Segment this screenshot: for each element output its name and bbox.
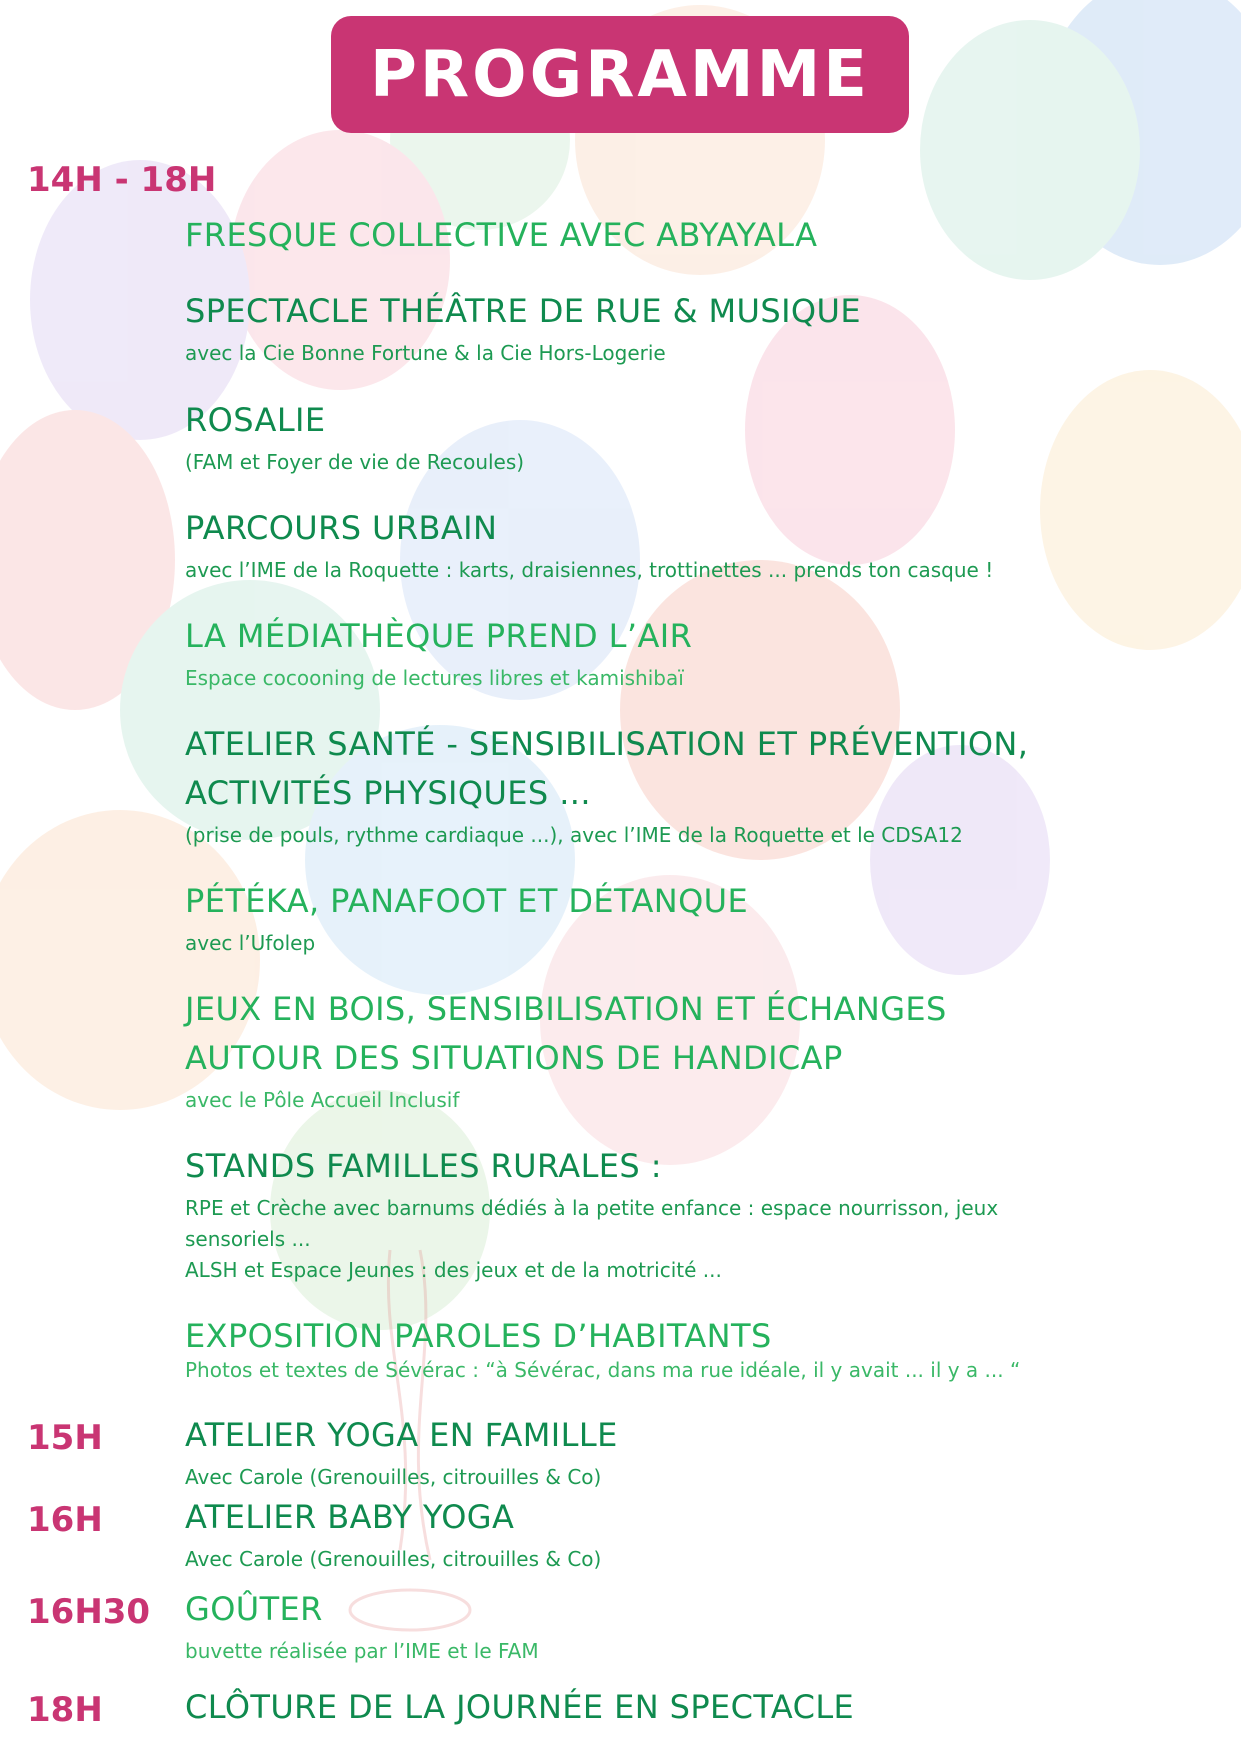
entry-title-line-2: ACTIVITÉS PHYSIQUES ... <box>185 774 591 812</box>
entry-title: FRESQUE COLLECTIVE AVEC ABYAYALA <box>185 216 818 254</box>
entry-exposition <box>185 1312 1195 1386</box>
entry-title: ROSALIE <box>185 401 326 439</box>
entry-subtitle: avec l’IME de la Roquette : karts, draisiennes, trottinettes ... prends ton casque ! <box>185 558 994 582</box>
entry-parcours <box>185 504 1195 586</box>
entry-subtitle-line-1: RPE et Crèche avec barnums dédiés à la petite enfance : espace nourrisson, jeux <box>185 1196 999 1220</box>
programme-header <box>331 16 909 133</box>
entry-subtitle: Photos et textes de Sévérac : “à Sévérac, dans ma rue idéale, il y avait ... il y a ... “ <box>185 1358 1021 1382</box>
entry-subtitle: avec la Cie Bonne Fortune & la Cie Hors-Logerie <box>185 341 666 365</box>
time-label-15h: 15H <box>27 1418 103 1458</box>
entry-sante <box>185 720 1195 851</box>
entry-fresque <box>185 211 1195 260</box>
entry-title: GOÛTER <box>185 1590 323 1628</box>
entry-title: EXPOSITION PAROLES D’HABITANTS <box>185 1317 772 1355</box>
entry-subtitle: (prise de pouls, rythme cardiaque ...), avec l’IME de la Roquette et le CDSA12 <box>185 823 963 847</box>
time-label-18h: 18H <box>27 1690 103 1730</box>
entry-subtitle: buvette réalisée par l’IME et le FAM <box>185 1639 539 1663</box>
entry-title-line-2: AUTOUR DES SITUATIONS DE HANDICAP <box>185 1039 843 1077</box>
entry-subtitle: avec l’Ufolep <box>185 931 316 955</box>
entry-mediatheque <box>185 612 1195 694</box>
entry-rosalie <box>185 396 1195 478</box>
entry-title-line-1: JEUX EN BOIS, SENSIBILISATION ET ÉCHANGES <box>185 990 947 1028</box>
time-label-16h30: 16H30 <box>27 1592 151 1632</box>
entry-subtitle: Espace cocooning de lectures libres et kamishibaï <box>185 666 684 690</box>
entry-subtitle-line-3: ALSH et Espace Jeunes : des jeux et de la motricité ... <box>185 1258 722 1282</box>
entry-title: CLÔTURE DE LA JOURNÉE EN SPECTACLE <box>185 1688 855 1726</box>
entry-subtitle: Avec Carole (Grenouilles, citrouilles & Co) <box>185 1547 602 1571</box>
entry-subtitle: (FAM et Foyer de vie de Recoules) <box>185 450 525 474</box>
entry-subtitle-line-2: sensoriels ... <box>185 1227 311 1251</box>
entry-title: PÉTÉKA, PANAFOOT ET DÉTANQUE <box>185 882 749 920</box>
entry-title-line-1: ATELIER SANTÉ - SENSIBILISATION ET PRÉVENTION, <box>185 725 1029 763</box>
page-title: PROGRAMME <box>369 37 871 112</box>
entry-gouter <box>185 1585 1195 1667</box>
entry-stands <box>185 1142 1195 1286</box>
entry-yoga <box>185 1411 1195 1493</box>
entry-title: ATELIER YOGA EN FAMILLE <box>185 1416 618 1454</box>
entry-title: SPECTACLE THÉÂTRE DE RUE & MUSIQUE <box>185 292 861 330</box>
entry-title: ATELIER BABY YOGA <box>185 1498 515 1536</box>
entry-title: PARCOURS URBAIN <box>185 509 498 547</box>
time-label-16h: 16H <box>27 1500 103 1540</box>
entry-subtitle: avec le Pôle Accueil Inclusif <box>185 1088 460 1112</box>
entry-subtitle: Avec Carole (Grenouilles, citrouilles & Co) <box>185 1465 602 1489</box>
entry-title: STANDS FAMILLES RURALES : <box>185 1147 662 1185</box>
entry-peteka <box>185 877 1195 959</box>
entry-spectacle <box>185 287 1195 369</box>
entry-jeux <box>185 985 1195 1116</box>
entry-cloture <box>185 1683 1195 1732</box>
entry-baby-yoga <box>185 1493 1195 1575</box>
entry-title: LA MÉDIATHÈQUE PREND L’AIR <box>185 617 693 655</box>
time-label-14h-18h: 14H - 18H <box>27 160 217 200</box>
